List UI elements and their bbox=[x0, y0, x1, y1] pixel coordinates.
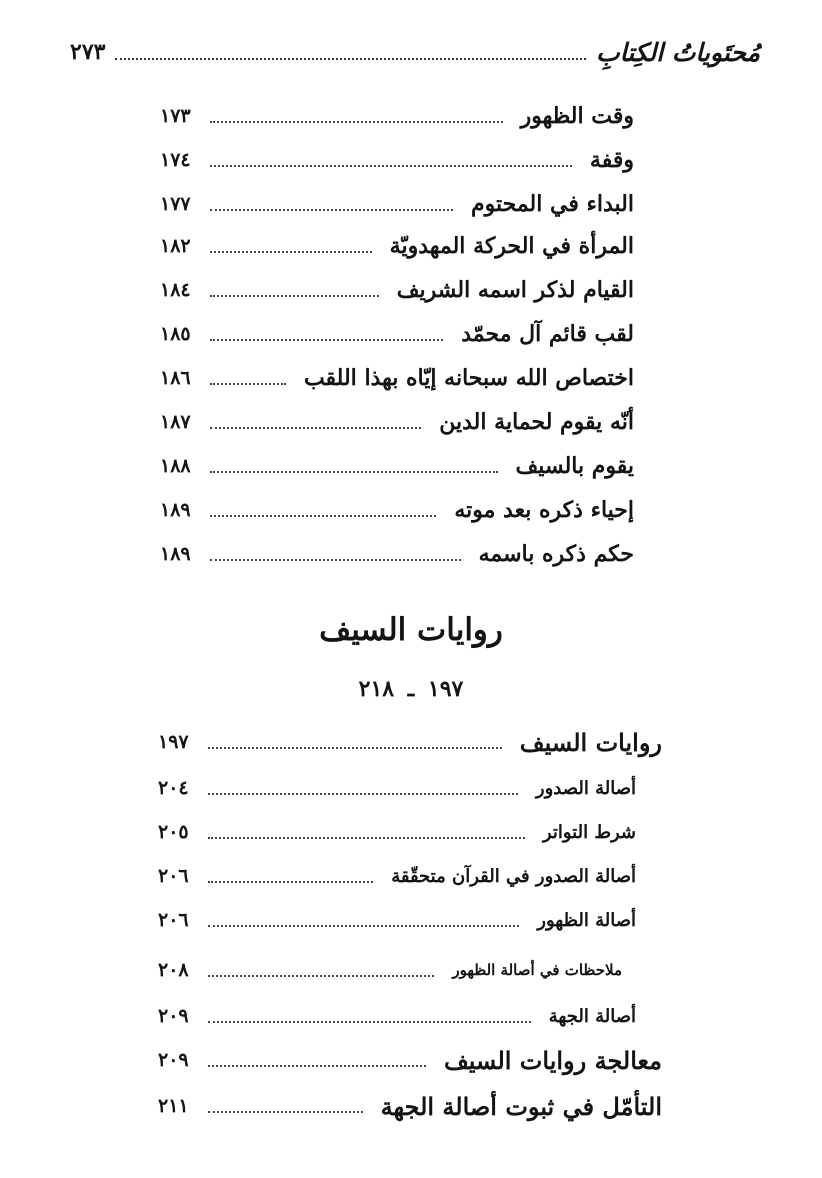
toc-entry-title: إحياء ذكره بعد موته bbox=[454, 497, 634, 523]
toc-entry-title: معالجة روايات السيف bbox=[443, 1045, 662, 1075]
toc-entry-title: القيام لذكر اسمه الشريف bbox=[396, 277, 634, 303]
toc-entry-title: وقت الظهور bbox=[520, 103, 634, 129]
toc-entry-title: يقوم بالسيف bbox=[515, 453, 634, 479]
toc-entry-nested[interactable] bbox=[158, 950, 622, 990]
leader-dots bbox=[210, 209, 453, 211]
toc-entry-title: أصالة الصدور في القرآن متحقّقة bbox=[391, 865, 636, 887]
toc-entry[interactable] bbox=[158, 812, 636, 852]
toc-entry-page: ١٨٦ bbox=[160, 367, 191, 389]
leader-dots bbox=[210, 339, 443, 341]
section-page-range: ١٩٧ ـ ٢١٨ bbox=[358, 676, 464, 702]
section-heading: روايات السيف bbox=[319, 612, 503, 648]
toc-entry-page: ١٨٤ bbox=[160, 279, 191, 301]
toc-entry-page: ٢٠٦ bbox=[158, 909, 189, 931]
toc-entry-title: حكم ذكره باسمه bbox=[478, 541, 634, 567]
leader-dots bbox=[208, 793, 518, 795]
toc-entry-title: وقفة bbox=[589, 147, 634, 173]
toc-entry-page: ٢٠٩ bbox=[158, 1049, 189, 1071]
toc-entry-page: ١٨٩ bbox=[160, 499, 191, 521]
header-leader-dots bbox=[115, 58, 586, 60]
toc-entry[interactable] bbox=[160, 140, 634, 180]
toc-entry[interactable] bbox=[160, 314, 634, 354]
toc-entry-title: روايات السيف bbox=[519, 727, 662, 757]
toc-entry-page: ١٧٤ bbox=[160, 149, 191, 171]
toc-entry-title: أصالة الجهة bbox=[548, 1005, 636, 1027]
toc-entry-title: أصالة الظهور bbox=[537, 909, 636, 931]
leader-dots bbox=[208, 837, 525, 839]
header-page-number: ٢٧٣ bbox=[70, 39, 106, 65]
toc-entry-page: ١٧٣ bbox=[160, 105, 191, 127]
leader-dots bbox=[208, 1111, 363, 1113]
toc-entry-page: ٢١١ bbox=[158, 1095, 189, 1117]
leader-dots bbox=[208, 1065, 426, 1067]
toc-entry[interactable] bbox=[160, 270, 634, 310]
toc-entry-title: ملاحظات في أصالة الظهور bbox=[452, 961, 622, 979]
toc-entry-title: شرط التواتر bbox=[542, 821, 636, 843]
header-title: مُحتَوياتُ الكِتابِ bbox=[596, 37, 760, 67]
toc-entry-page: ٢٠٥ bbox=[158, 821, 189, 843]
toc-entry[interactable] bbox=[158, 856, 636, 896]
leader-dots bbox=[208, 925, 519, 927]
toc-entry-title: التأمّل في ثبوت أصالة الجهة bbox=[380, 1091, 662, 1121]
leader-dots bbox=[210, 251, 372, 253]
toc-entry-main[interactable] bbox=[158, 722, 662, 762]
toc-entry-page: ٢٠٤ bbox=[158, 777, 189, 799]
toc-entry-page: ٢٠٨ bbox=[158, 959, 189, 981]
toc-entry-title: المرأة في الحركة المهدويّة bbox=[389, 233, 634, 259]
running-header bbox=[70, 30, 760, 74]
toc-entry[interactable] bbox=[160, 490, 634, 530]
leader-dots bbox=[208, 881, 373, 883]
toc-entry-main[interactable] bbox=[158, 1086, 662, 1126]
toc-entry[interactable] bbox=[160, 534, 634, 574]
toc-entry-title: أصالة الصدور bbox=[535, 777, 636, 799]
toc-entry-title: لقب قائم آل محمّد bbox=[461, 321, 634, 347]
toc-entry[interactable] bbox=[160, 402, 634, 442]
toc-entry-title: اختصاص الله سبحانه إيّاه بهذا اللقب bbox=[303, 365, 634, 391]
toc-entry-page: ١٨٨ bbox=[160, 455, 191, 477]
toc-entry-page: ١٩٧ bbox=[158, 731, 189, 753]
toc-entry[interactable] bbox=[158, 900, 636, 940]
leader-dots bbox=[208, 1021, 531, 1023]
toc-entry-main[interactable] bbox=[158, 1040, 662, 1080]
toc-entry-title: البداء في المحتوم bbox=[471, 191, 634, 217]
toc-entry[interactable] bbox=[160, 226, 634, 266]
leader-dots bbox=[210, 383, 286, 385]
leader-dots bbox=[210, 121, 503, 123]
leader-dots bbox=[210, 471, 498, 473]
toc-entry-page: ١٨٩ bbox=[160, 543, 191, 565]
leader-dots bbox=[210, 295, 379, 297]
toc-entry-page: ١٨٢ bbox=[160, 235, 191, 257]
leader-dots bbox=[210, 165, 572, 167]
toc-entry-page: ٢٠٩ bbox=[158, 1005, 189, 1027]
toc-entry-page: ١٨٥ bbox=[160, 323, 191, 345]
toc-entry-page: ١٧٧ bbox=[160, 193, 191, 215]
leader-dots bbox=[210, 515, 436, 517]
toc-entry[interactable] bbox=[160, 184, 634, 224]
toc-entry-title: أنّه يقوم لحماية الدين bbox=[439, 409, 634, 435]
toc-entry[interactable] bbox=[160, 96, 634, 136]
toc-entry[interactable] bbox=[160, 358, 634, 398]
leader-dots bbox=[208, 975, 434, 977]
toc-entry[interactable] bbox=[158, 768, 636, 808]
toc-entry[interactable] bbox=[160, 446, 634, 486]
leader-dots bbox=[208, 747, 502, 749]
leader-dots bbox=[210, 559, 461, 561]
toc-entry-page: ١٨٧ bbox=[160, 411, 191, 433]
toc-entry[interactable] bbox=[158, 996, 636, 1036]
toc-entry-page: ٢٠٦ bbox=[158, 865, 189, 887]
leader-dots bbox=[210, 427, 421, 429]
